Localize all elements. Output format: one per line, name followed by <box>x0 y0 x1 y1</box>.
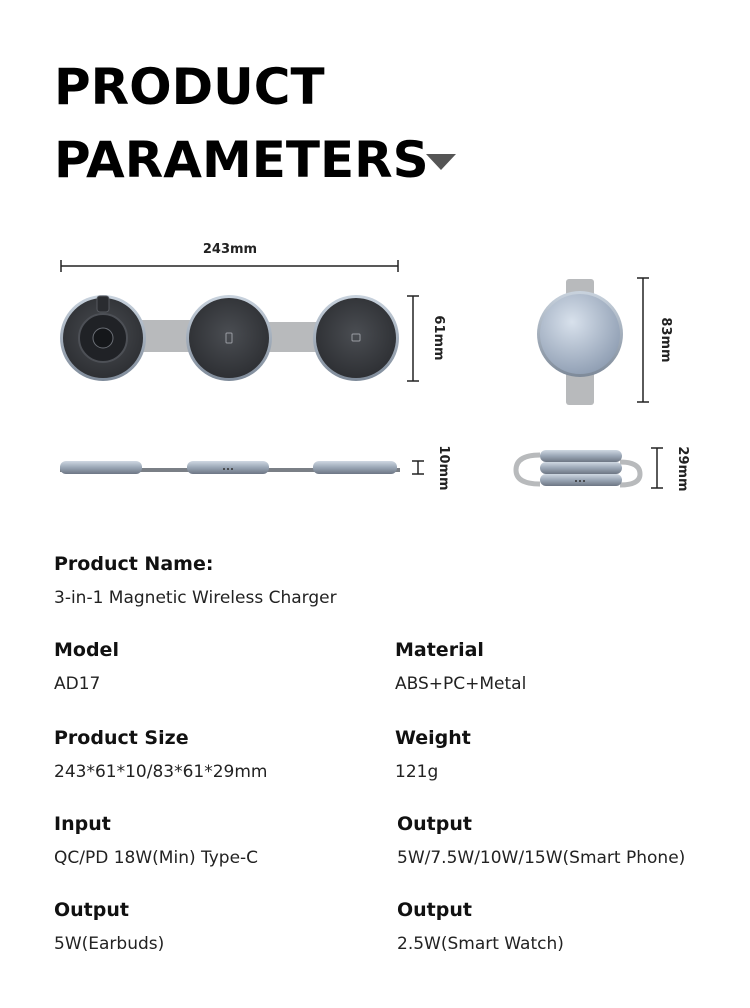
spec-label: Product Name: <box>54 553 214 575</box>
folded-height-dimension <box>637 278 673 402</box>
length-dimension <box>61 242 398 272</box>
spec-input <box>54 813 258 868</box>
spec-weight <box>395 727 471 782</box>
spec-output-watch <box>397 899 564 954</box>
spec-value: 3-in-1 Magnetic Wireless Charger <box>54 588 337 608</box>
length-label: 243mm <box>202 242 258 257</box>
folded-thickness-label: 29mm <box>675 446 690 492</box>
folded-side-view <box>516 450 640 486</box>
spec-product-name <box>54 553 337 608</box>
spec-output-phone <box>397 813 685 868</box>
charger-top-view <box>60 295 399 381</box>
width-dimension <box>407 296 446 381</box>
spec-label: Weight <box>395 727 471 749</box>
thickness-dimension <box>412 445 451 490</box>
spec-label: Model <box>54 639 119 661</box>
folded-thickness-dimension <box>651 446 690 491</box>
thickness-label: 10mm <box>436 445 451 491</box>
spec-value: 121g <box>395 762 439 782</box>
width-label: 61mm <box>431 315 446 361</box>
spec-value: 5W/7.5W/10W/15W(Smart Phone) <box>397 848 686 868</box>
charger-side-view <box>60 461 400 474</box>
spec-value: AD17 <box>54 674 101 694</box>
spec-product-size <box>54 727 267 782</box>
spec-label: Product Size <box>54 727 189 749</box>
spec-label: Output <box>54 899 129 921</box>
spec-value: QC/PD 18W(Min) Type-C <box>54 848 259 868</box>
spec-model <box>54 639 119 694</box>
spec-value: 5W(Earbuds) <box>54 934 165 954</box>
spec-label: Material <box>395 639 484 661</box>
spec-value: 2.5W(Smart Watch) <box>397 934 564 954</box>
spec-material <box>395 639 526 694</box>
spec-output-earbuds <box>54 899 164 954</box>
spec-label: Output <box>397 813 472 835</box>
spec-label: Input <box>54 813 111 835</box>
folded-top-view <box>537 279 623 405</box>
spec-value: ABS+PC+Metal <box>395 674 527 694</box>
spec-value: 243*61*10/83*61*29mm <box>54 762 268 782</box>
folded-height-label: 83mm <box>658 317 673 363</box>
page-title-line1: PRODUCT <box>54 58 325 116</box>
spec-label: Output <box>397 899 472 921</box>
page-title-line2: PARAMETERS <box>54 131 429 189</box>
